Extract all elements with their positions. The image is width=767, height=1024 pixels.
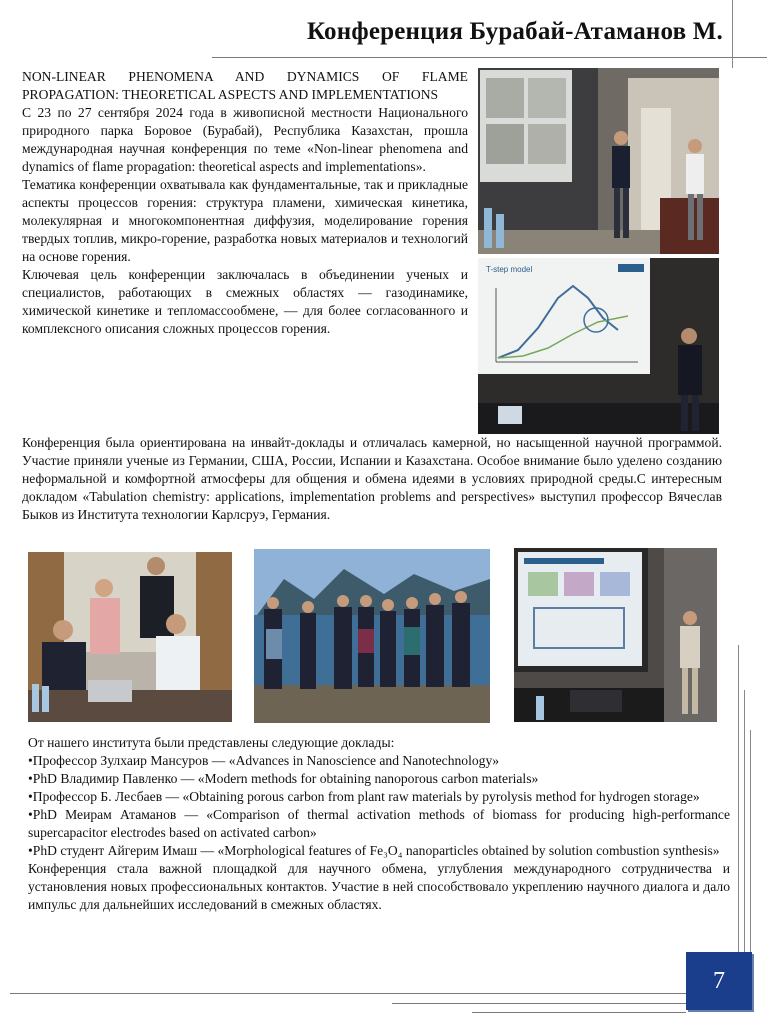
slide-title: T-step model — [486, 265, 533, 274]
intro-paragraph-2: Тематика конференции охватывала как фундаментальные, так и прикладные аспекты процессов горения: структура пламени, химическая кинетика, молекулярная и многокомпонентная диффузия, моделирование горения твердых топлив, микро-горение, разработка новых материалов и технологий на основе горения. — [22, 177, 468, 264]
footer-rule-2 — [392, 1003, 686, 1004]
intro-heading: NON-LINEAR PHENOMENA AND DYNAMICS OF FLAME PROPAGATION: THEORETICAL ASPECTS AND IMPLEMENTATIONS — [22, 69, 468, 102]
intro-paragraph-1: С 23 по 27 сентября 2024 года в живописной местности Национального природного парка Боровое (Бурабай), Республика Казахстан, прошла международная научная конференция по теме «Non-linear phenomena and dynamics of flame propagation: theoretical aspects and implementations». — [22, 105, 468, 174]
side-rule-2 — [744, 690, 745, 990]
photo-speaker-chart — [478, 258, 719, 434]
side-rule-1 — [738, 645, 739, 990]
intro-section — [22, 68, 468, 338]
program-paragraph: Конференция была ориентирована на инвайт-доклады и отличалась камерной, но насыщенной научной программой. Участие приняли ученые из Германии, США, России, Испании и Казахстана. Особое внимание было уделено созданию неформальной и комфортной атмосферы для общения и обмена идеями в условиях природной среды.С интересным докладом «Tabulation chemistry: applications, implementation problems and perspectives» выступил профессор Вячеслав Быков из Института технологии Карлсруэ, Германия. — [22, 435, 722, 522]
side-rule-3 — [750, 730, 751, 990]
reports-intro: От нашего института были представлены следующие доклады: — [28, 735, 395, 750]
page-number: 7 — [686, 952, 752, 1010]
footer-rule-1 — [10, 993, 686, 994]
program-section — [22, 434, 722, 524]
header-rule — [212, 57, 767, 58]
report-item: •Профессор Зулхаир Мансуров — «Advances in Nanoscience and Nanotechnology» — [28, 753, 500, 768]
photo-presentation-room — [514, 548, 717, 722]
reports-section — [28, 734, 730, 914]
photo-seated-delegates — [28, 552, 232, 722]
closing-paragraph: Конференция стала важной площадкой для научного обмена, углубления международного сотрудничества и установления новых профессиональных контактов. Участие в ней способствовало укреплению научного диалога и дало импульс для дальнейших исследований в смежных областях. — [28, 861, 730, 912]
report-item: •PhD студент Айгерим Имаш — «Morphological features of Fe₃O₄ nanoparticles obtained by solution combustion synthesis» — [28, 843, 720, 858]
footer-rule-3 — [472, 1012, 686, 1013]
report-item: •PhD Владимир Павленко — «Modern methods for obtaining nanoporous carbon materials» — [28, 771, 539, 786]
photo-speakers-slide — [478, 68, 719, 254]
header-vertical-rule — [732, 0, 733, 68]
page-title: Конференция Бурабай-Атаманов М. — [306, 18, 723, 45]
photo-group-lake — [254, 549, 490, 723]
report-item: •PhD Меирам Атаманов — «Comparison of thermal activation methods of biomass for producing high-performance supercapacitor electrodes based on activated carbon» — [28, 807, 730, 840]
intro-paragraph-3: Ключевая цель конференции заключалась в объединении ученых и специалистов, работающих в смежных областях — газодинамике, химической кинетике и тепломассообмене, — для более согласованного и комплексного описания сложных процессов горения. — [22, 267, 468, 336]
report-item: •Профессор Б. Лесбаев — «Obtaining porous carbon from plant raw materials by pyrolysis method for hydrogen storage» — [28, 789, 700, 804]
